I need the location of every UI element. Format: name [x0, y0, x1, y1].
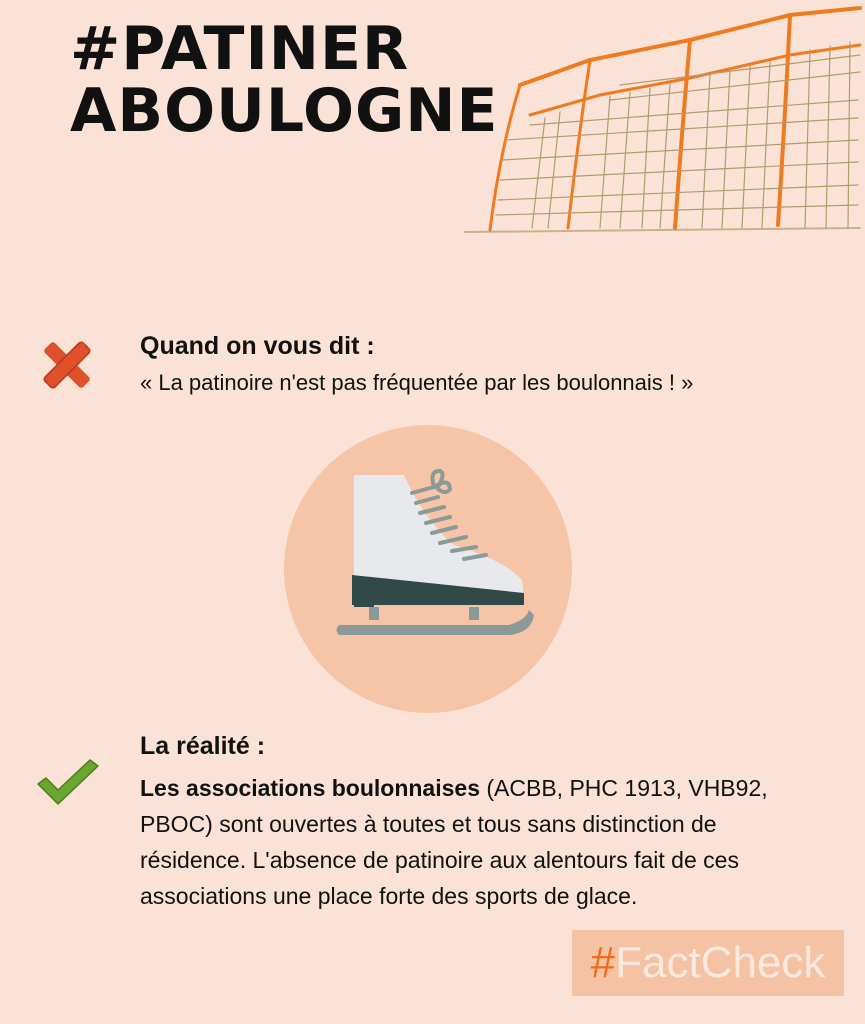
- reality-text: [140, 770, 800, 914]
- badge-label: FactCheck: [615, 938, 826, 987]
- badge-hash: #: [590, 938, 616, 987]
- cross-icon: [38, 336, 96, 394]
- reality-heading: La réalité :: [140, 732, 266, 760]
- stadium-sketch-icon: [460, 0, 865, 240]
- claim-quote: « La patinoire n'est pas fréquentée par les boulonnais ! »: [140, 370, 694, 395]
- reality-bold: Les associations boulonnaises: [140, 775, 480, 801]
- checkmark-icon: [34, 758, 102, 810]
- factcheck-badge: [572, 930, 844, 996]
- reality-body: (ACBB, PHC 1913, VHB92, PBOC) sont ouvertes à toutes et tous sans distinction de résidence. L'absence de patinoire aux alentours fait de ces associations une place forte des sports de glace.: [140, 775, 768, 909]
- page-title: [70, 14, 499, 146]
- ice-skate-icon: [334, 465, 544, 645]
- title-line-2: ABOULOGNE: [70, 76, 499, 146]
- title-line-1: #PATINER: [70, 14, 410, 84]
- claim-heading: Quand on vous dit :: [140, 332, 375, 360]
